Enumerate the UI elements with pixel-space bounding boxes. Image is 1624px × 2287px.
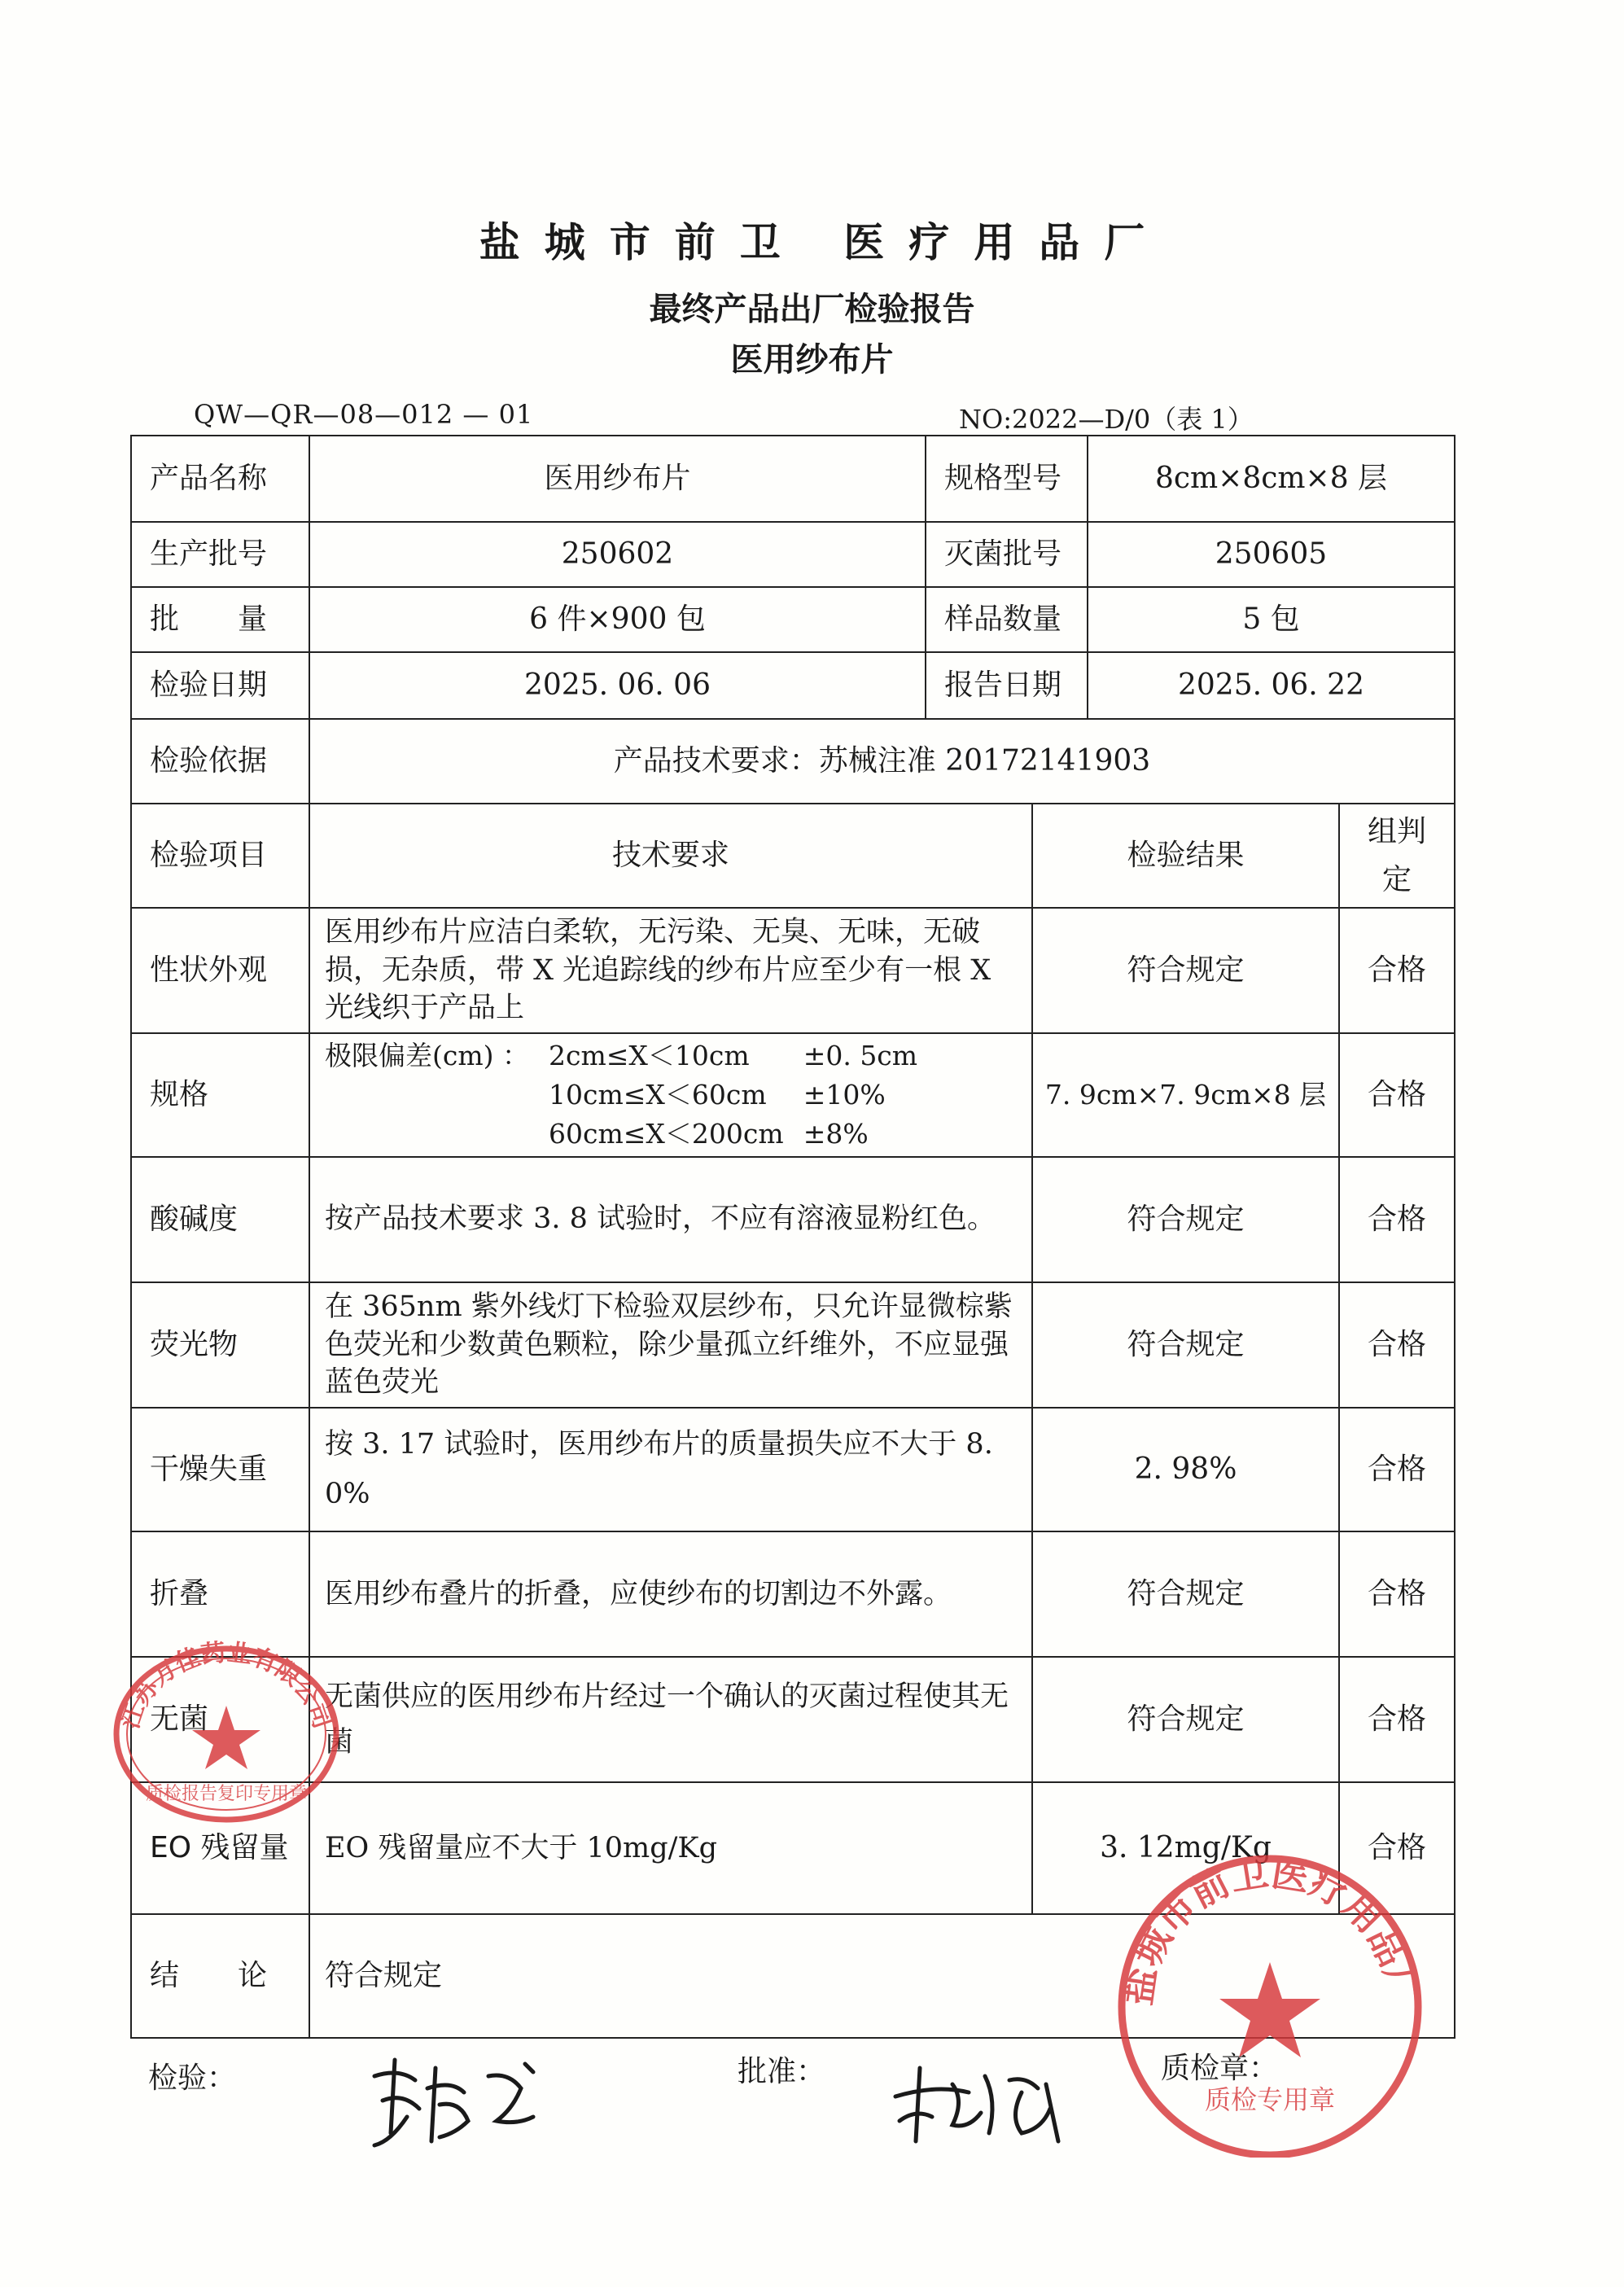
conclusion-value: 符合规定 bbox=[309, 1913, 1455, 2039]
spec-tolerance-grid bbox=[325, 1036, 917, 1154]
quantity-value: 6 件×900 包 bbox=[309, 586, 926, 653]
row-requirement: 无菌供应的医用纱布片经过一个确认的灭菌过程使其无菌 bbox=[309, 1656, 1033, 1783]
row-result: 7. 9cm×7. 9cm×8 层 bbox=[1031, 1032, 1340, 1158]
row-result: 符合规定 bbox=[1031, 1656, 1340, 1783]
row-item: 酸碱度 bbox=[130, 1156, 310, 1283]
report-title: 最终产品出厂检验报告 bbox=[649, 291, 975, 328]
spec-tolerance: ±10% bbox=[803, 1079, 886, 1111]
row-item: 规格 bbox=[130, 1032, 310, 1158]
product-name-value: 医用纱布片 bbox=[309, 435, 926, 523]
row-judgment: 合格 bbox=[1338, 1656, 1455, 1783]
row-item: 荧光物 bbox=[130, 1282, 310, 1409]
row-result: 2. 98% bbox=[1031, 1407, 1340, 1532]
right-stamp-text: 盐城市前卫医疗用品厂 bbox=[1115, 1850, 1425, 2009]
basis-value: 产品技术要求：苏械注准 20172141903 bbox=[309, 718, 1455, 804]
left-stamp-text: 江苏万佳药业有限公司 bbox=[116, 1638, 337, 1733]
left-stamp-subtext: 质检报告复印专用章 bbox=[145, 1784, 308, 1804]
row-judgment: 合格 bbox=[1338, 1282, 1455, 1409]
sample-label: 样品数量 bbox=[925, 586, 1088, 653]
spec-range: 2cm≤X＜10cm bbox=[549, 1040, 750, 1072]
test-date-value: 2025. 06. 06 bbox=[309, 651, 926, 720]
row-item: 性状外观 bbox=[130, 907, 310, 1034]
row-requirement: 医用纱布片应洁白柔软，无污染、无臭、无味，无破损，无杂质，带 X 光追踪线的纱布片应至少有一根 X 光线织于产品上 bbox=[309, 907, 1033, 1034]
spec-range: 10cm≤X＜60cm bbox=[549, 1079, 767, 1111]
row-requirement: 在 365nm 紫外线灯下检验双层纱布，只允许显微棕紫色荧光和少数黄色颗粒，除少量孤立纤维外，不应显强蓝色荧光 bbox=[309, 1282, 1033, 1409]
document-code: QW—QR—08—012 — 01 bbox=[194, 399, 534, 430]
row-judgment: 合格 bbox=[1338, 1032, 1455, 1158]
approver-signature bbox=[887, 2052, 1075, 2158]
sample-value: 5 包 bbox=[1087, 586, 1455, 653]
basis-label: 检验依据 bbox=[130, 718, 310, 804]
inspector-label: 检验： bbox=[148, 2061, 237, 2095]
row-item: 折叠 bbox=[130, 1531, 310, 1658]
row-requirement: EO 残留量应不大于 10mg/Kg bbox=[309, 1781, 1033, 1915]
row-judgment: 合格 bbox=[1338, 1156, 1455, 1283]
row-judgment: 合格 bbox=[1338, 1407, 1455, 1532]
spec-tolerance: ±0. 5cm bbox=[803, 1040, 918, 1072]
row-result: 符合规定 bbox=[1031, 1531, 1340, 1658]
row-result: 符合规定 bbox=[1031, 907, 1340, 1034]
row-judgment: 合格 bbox=[1338, 1531, 1455, 1658]
spec-tolerance-cell bbox=[309, 1032, 1033, 1158]
product-title: 医用纱布片 bbox=[730, 341, 894, 379]
conclusion-label: 结 论 bbox=[130, 1913, 310, 2039]
spec-value: 8cm×8cm×8 层 bbox=[1087, 435, 1455, 523]
row-requirement: 按 3. 17 试验时，医用纱布片的质量损失应不大于 8. 0% bbox=[309, 1407, 1033, 1532]
right-stamp-subtext: 质检专用章 bbox=[1204, 2084, 1336, 2115]
spec-tolerance: ±8% bbox=[803, 1117, 869, 1150]
product-name-label: 产品名称 bbox=[130, 435, 310, 523]
batch-label: 生产批号 bbox=[130, 521, 310, 588]
report-date-value: 2025. 06. 22 bbox=[1087, 651, 1455, 720]
sterilization-batch-label: 灭菌批号 bbox=[925, 521, 1088, 588]
row-requirement: 医用纱布叠片的折叠，应使纱布的切割边不外露。 bbox=[309, 1531, 1033, 1658]
left-stamp bbox=[104, 1628, 348, 1824]
row-item: EO 残留量 bbox=[130, 1781, 310, 1915]
row-judgment: 合格 bbox=[1338, 1781, 1455, 1915]
qc-stamp-label: 质检章： bbox=[1161, 2052, 1279, 2085]
right-stamp bbox=[1107, 1848, 1433, 2158]
header-item: 检验项目 bbox=[130, 803, 310, 909]
header-requirement: 技术要求 bbox=[309, 803, 1033, 909]
test-date-label: 检验日期 bbox=[130, 651, 310, 720]
factory-name: 盐城市前卫 医疗用品厂 bbox=[479, 219, 1170, 266]
row-item: 无菌 bbox=[130, 1656, 310, 1783]
approver-label: 批准： bbox=[738, 2055, 826, 2088]
row-result: 符合规定 bbox=[1031, 1282, 1340, 1409]
report-date-label: 报告日期 bbox=[925, 651, 1088, 720]
spec-tolerance-label: 极限偏差(cm) ： bbox=[325, 1040, 530, 1072]
header-result: 检验结果 bbox=[1031, 803, 1340, 909]
row-item: 干燥失重 bbox=[130, 1407, 310, 1532]
row-requirement: 按产品技术要求 3. 8 试验时，不应有溶液显粉红色。 bbox=[309, 1156, 1033, 1283]
spec-range: 60cm≤X＜200cm bbox=[549, 1117, 784, 1150]
sterilization-batch-value: 250605 bbox=[1087, 521, 1455, 588]
spec-label: 规格型号 bbox=[925, 435, 1088, 523]
row-judgment: 合格 bbox=[1338, 907, 1455, 1034]
row-result: 3. 12mg/Kg bbox=[1031, 1781, 1340, 1915]
inspector-signature bbox=[358, 2044, 554, 2158]
header-judgment: 组判定 bbox=[1338, 803, 1455, 909]
quantity-label: 批 量 bbox=[130, 586, 310, 653]
document-number: NO:2022—D/0（表 1） bbox=[959, 404, 1254, 435]
row-result: 符合规定 bbox=[1031, 1156, 1340, 1283]
batch-value: 250602 bbox=[309, 521, 926, 588]
